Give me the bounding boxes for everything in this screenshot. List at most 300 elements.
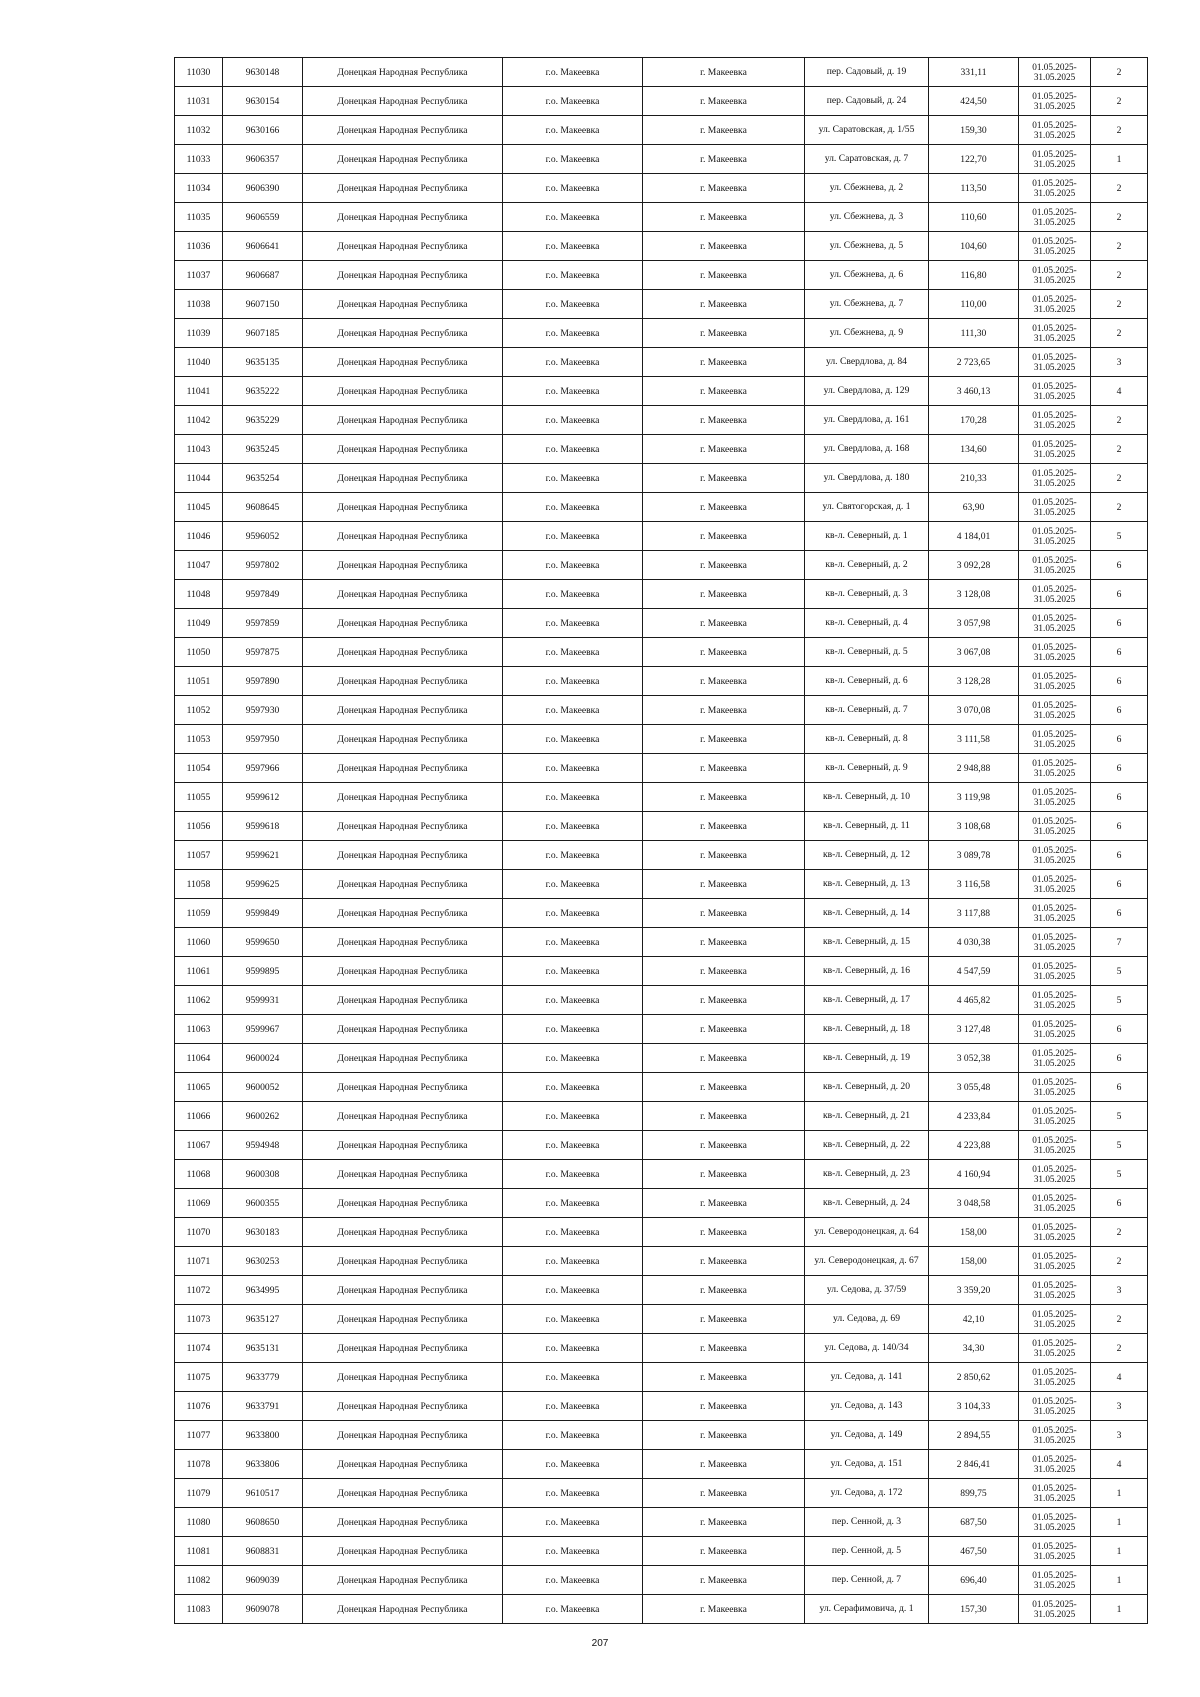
table-row — [175, 667, 1148, 696]
area-cell: 122,70 — [929, 145, 1019, 174]
table-row — [175, 957, 1148, 986]
district-cell: г.о. Макеевка — [503, 1595, 643, 1624]
period-cell: 01.05.2025-31.05.2025 — [1019, 1479, 1091, 1508]
city-cell: г. Макеевка — [643, 841, 805, 870]
region-cell: Донецкая Народная Республика — [303, 1189, 503, 1218]
table-row — [175, 1421, 1148, 1450]
region-cell: Донецкая Народная Республика — [303, 696, 503, 725]
region-cell: Донецкая Народная Республика — [303, 493, 503, 522]
city-cell: г. Макеевка — [643, 435, 805, 464]
city-cell: г. Макеевка — [643, 1537, 805, 1566]
district-cell: г.о. Макеевка — [503, 1508, 643, 1537]
area-cell: 3 127,48 — [929, 1015, 1019, 1044]
row-number-cell: 11058 — [175, 870, 223, 899]
district-cell: г.о. Макеевка — [503, 899, 643, 928]
address-cell: кв-л. Северный, д. 16 — [805, 957, 929, 986]
district-cell: г.о. Макеевка — [503, 1247, 643, 1276]
address-cell: ул. Свердлова, д. 84 — [805, 348, 929, 377]
address-cell: ул. Серафимовича, д. 1 — [805, 1595, 929, 1624]
area-cell: 4 030,38 — [929, 928, 1019, 957]
table-row — [175, 232, 1148, 261]
row-number-cell: 11071 — [175, 1247, 223, 1276]
count-cell: 2 — [1091, 1305, 1148, 1334]
table-row — [175, 841, 1148, 870]
district-cell: г.о. Макеевка — [503, 232, 643, 261]
count-cell: 2 — [1091, 116, 1148, 145]
table-row — [175, 1015, 1148, 1044]
address-cell: ул. Свердлова, д. 129 — [805, 377, 929, 406]
address-cell: кв-л. Северный, д. 23 — [805, 1160, 929, 1189]
region-cell: Донецкая Народная Республика — [303, 638, 503, 667]
house-id-cell: 9597849 — [223, 580, 303, 609]
district-cell: г.о. Макеевка — [503, 58, 643, 87]
district-cell: г.о. Макеевка — [503, 928, 643, 957]
period-cell: 01.05.2025-31.05.2025 — [1019, 1102, 1091, 1131]
count-cell: 3 — [1091, 348, 1148, 377]
period-cell: 01.05.2025-31.05.2025 — [1019, 435, 1091, 464]
district-cell: г.о. Макеевка — [503, 1218, 643, 1247]
city-cell: г. Макеевка — [643, 1073, 805, 1102]
table-row — [175, 696, 1148, 725]
region-cell: Донецкая Народная Республика — [303, 783, 503, 812]
region-cell: Донецкая Народная Республика — [303, 435, 503, 464]
count-cell: 6 — [1091, 1044, 1148, 1073]
city-cell: г. Макеевка — [643, 232, 805, 261]
district-cell: г.о. Макеевка — [503, 1537, 643, 1566]
city-cell: г. Макеевка — [643, 928, 805, 957]
period-cell: 01.05.2025-31.05.2025 — [1019, 899, 1091, 928]
table-row — [175, 1131, 1148, 1160]
table-row — [175, 1073, 1148, 1102]
row-number-cell: 11040 — [175, 348, 223, 377]
area-cell: 110,00 — [929, 290, 1019, 319]
table-row — [175, 261, 1148, 290]
area-cell: 3 070,08 — [929, 696, 1019, 725]
address-cell: пер. Сенной, д. 5 — [805, 1537, 929, 1566]
row-number-cell: 11033 — [175, 145, 223, 174]
house-id-cell: 9608650 — [223, 1508, 303, 1537]
count-cell: 2 — [1091, 290, 1148, 319]
area-cell: 3 048,58 — [929, 1189, 1019, 1218]
area-cell: 113,50 — [929, 174, 1019, 203]
city-cell: г. Макеевка — [643, 1015, 805, 1044]
house-id-cell: 9630154 — [223, 87, 303, 116]
house-id-cell: 9600355 — [223, 1189, 303, 1218]
count-cell: 2 — [1091, 406, 1148, 435]
region-cell: Донецкая Народная Республика — [303, 203, 503, 232]
area-cell: 170,28 — [929, 406, 1019, 435]
district-cell: г.о. Макеевка — [503, 870, 643, 899]
period-cell: 01.05.2025-31.05.2025 — [1019, 1073, 1091, 1102]
region-cell: Донецкая Народная Республика — [303, 551, 503, 580]
row-number-cell: 11055 — [175, 783, 223, 812]
table-row — [175, 435, 1148, 464]
count-cell: 5 — [1091, 1131, 1148, 1160]
city-cell: г. Макеевка — [643, 812, 805, 841]
count-cell: 2 — [1091, 87, 1148, 116]
region-cell: Донецкая Народная Республика — [303, 725, 503, 754]
table-row — [175, 1450, 1148, 1479]
house-id-cell: 9597950 — [223, 725, 303, 754]
table-row — [175, 1334, 1148, 1363]
period-cell: 01.05.2025-31.05.2025 — [1019, 1015, 1091, 1044]
table-row — [175, 464, 1148, 493]
area-cell: 2 850,62 — [929, 1363, 1019, 1392]
address-cell: кв-л. Северный, д. 3 — [805, 580, 929, 609]
period-cell: 01.05.2025-31.05.2025 — [1019, 1595, 1091, 1624]
row-number-cell: 11075 — [175, 1363, 223, 1392]
city-cell: г. Макеевка — [643, 1044, 805, 1073]
row-number-cell: 11066 — [175, 1102, 223, 1131]
area-cell: 3 460,13 — [929, 377, 1019, 406]
house-id-cell: 9606687 — [223, 261, 303, 290]
house-id-cell: 9600024 — [223, 1044, 303, 1073]
count-cell: 4 — [1091, 377, 1148, 406]
address-cell: кв-л. Северный, д. 17 — [805, 986, 929, 1015]
district-cell: г.о. Макеевка — [503, 1421, 643, 1450]
table-row — [175, 870, 1148, 899]
address-cell: кв-л. Северный, д. 13 — [805, 870, 929, 899]
city-cell: г. Макеевка — [643, 377, 805, 406]
city-cell: г. Макеевка — [643, 580, 805, 609]
area-cell: 3 089,78 — [929, 841, 1019, 870]
row-number-cell: 11045 — [175, 493, 223, 522]
region-cell: Донецкая Народная Республика — [303, 1508, 503, 1537]
count-cell: 3 — [1091, 1276, 1148, 1305]
region-cell: Донецкая Народная Республика — [303, 522, 503, 551]
address-cell: ул. Северодонецкая, д. 67 — [805, 1247, 929, 1276]
count-cell: 1 — [1091, 1479, 1148, 1508]
house-id-cell: 9599849 — [223, 899, 303, 928]
count-cell: 2 — [1091, 464, 1148, 493]
count-cell: 1 — [1091, 1595, 1148, 1624]
region-cell: Донецкая Народная Республика — [303, 1305, 503, 1334]
district-cell: г.о. Макеевка — [503, 493, 643, 522]
address-cell: ул. Свердлова, д. 161 — [805, 406, 929, 435]
area-cell: 899,75 — [929, 1479, 1019, 1508]
district-cell: г.о. Макеевка — [503, 464, 643, 493]
address-cell: ул. Саратовская, д. 1/55 — [805, 116, 929, 145]
count-cell: 6 — [1091, 754, 1148, 783]
address-cell: кв-л. Северный, д. 20 — [805, 1073, 929, 1102]
area-cell: 159,30 — [929, 116, 1019, 145]
address-cell: ул. Свердлова, д. 180 — [805, 464, 929, 493]
region-cell: Донецкая Народная Республика — [303, 1334, 503, 1363]
period-cell: 01.05.2025-31.05.2025 — [1019, 870, 1091, 899]
address-cell: кв-л. Северный, д. 7 — [805, 696, 929, 725]
district-cell: г.о. Макеевка — [503, 1102, 643, 1131]
district-cell: г.о. Макеевка — [503, 1479, 643, 1508]
address-cell: кв-л. Северный, д. 15 — [805, 928, 929, 957]
district-cell: г.о. Макеевка — [503, 1160, 643, 1189]
count-cell: 5 — [1091, 957, 1148, 986]
row-number-cell: 11083 — [175, 1595, 223, 1624]
table-row — [175, 377, 1148, 406]
period-cell: 01.05.2025-31.05.2025 — [1019, 1189, 1091, 1218]
address-cell: кв-л. Северный, д. 2 — [805, 551, 929, 580]
table-row — [175, 116, 1148, 145]
address-cell: ул. Седова, д. 151 — [805, 1450, 929, 1479]
region-cell: Донецкая Народная Республика — [303, 261, 503, 290]
city-cell: г. Макеевка — [643, 754, 805, 783]
city-cell: г. Макеевка — [643, 1189, 805, 1218]
city-cell: г. Макеевка — [643, 522, 805, 551]
row-number-cell: 11060 — [175, 928, 223, 957]
region-cell: Донецкая Народная Республика — [303, 1363, 503, 1392]
registry-table-container — [174, 57, 1147, 1624]
house-id-cell: 9600052 — [223, 1073, 303, 1102]
count-cell: 1 — [1091, 1537, 1148, 1566]
city-cell: г. Макеевка — [643, 551, 805, 580]
table-row — [175, 58, 1148, 87]
district-cell: г.о. Макеевка — [503, 1015, 643, 1044]
city-cell: г. Макеевка — [643, 493, 805, 522]
area-cell: 3 128,08 — [929, 580, 1019, 609]
table-row — [175, 1102, 1148, 1131]
house-id-cell: 9607185 — [223, 319, 303, 348]
district-cell: г.о. Макеевка — [503, 1392, 643, 1421]
row-number-cell: 11032 — [175, 116, 223, 145]
count-cell: 6 — [1091, 812, 1148, 841]
address-cell: кв-л. Северный, д. 1 — [805, 522, 929, 551]
region-cell: Донецкая Народная Республика — [303, 957, 503, 986]
address-cell: ул. Сбежнева, д. 3 — [805, 203, 929, 232]
count-cell: 2 — [1091, 58, 1148, 87]
city-cell: г. Макеевка — [643, 406, 805, 435]
region-cell: Донецкая Народная Республика — [303, 928, 503, 957]
region-cell: Донецкая Народная Республика — [303, 232, 503, 261]
table-row — [175, 928, 1148, 957]
region-cell: Донецкая Народная Республика — [303, 145, 503, 174]
house-id-cell: 9634995 — [223, 1276, 303, 1305]
area-cell: 3 128,28 — [929, 667, 1019, 696]
region-cell: Донецкая Народная Республика — [303, 812, 503, 841]
city-cell: г. Макеевка — [643, 1218, 805, 1247]
area-cell: 3 057,98 — [929, 609, 1019, 638]
region-cell: Донецкая Народная Республика — [303, 58, 503, 87]
house-id-cell: 9600262 — [223, 1102, 303, 1131]
city-cell: г. Макеевка — [643, 1479, 805, 1508]
city-cell: г. Макеевка — [643, 348, 805, 377]
period-cell: 01.05.2025-31.05.2025 — [1019, 1392, 1091, 1421]
city-cell: г. Макеевка — [643, 1160, 805, 1189]
row-number-cell: 11064 — [175, 1044, 223, 1073]
district-cell: г.о. Макеевка — [503, 116, 643, 145]
address-cell: ул. Седова, д. 140/34 — [805, 1334, 929, 1363]
row-number-cell: 11036 — [175, 232, 223, 261]
house-id-cell: 9599612 — [223, 783, 303, 812]
region-cell: Донецкая Народная Республика — [303, 290, 503, 319]
count-cell: 2 — [1091, 493, 1148, 522]
house-id-cell: 9635222 — [223, 377, 303, 406]
area-cell: 2 948,88 — [929, 754, 1019, 783]
table-row — [175, 783, 1148, 812]
area-cell: 34,30 — [929, 1334, 1019, 1363]
house-id-cell: 9599618 — [223, 812, 303, 841]
region-cell: Донецкая Народная Республика — [303, 1392, 503, 1421]
count-cell: 6 — [1091, 899, 1148, 928]
city-cell: г. Макеевка — [643, 1131, 805, 1160]
table-row — [175, 1508, 1148, 1537]
region-cell: Донецкая Народная Республика — [303, 1537, 503, 1566]
table-row — [175, 725, 1148, 754]
count-cell: 6 — [1091, 725, 1148, 754]
area-cell: 42,10 — [929, 1305, 1019, 1334]
address-cell: кв-л. Северный, д. 11 — [805, 812, 929, 841]
area-cell: 2 846,41 — [929, 1450, 1019, 1479]
address-cell: кв-л. Северный, д. 24 — [805, 1189, 929, 1218]
period-cell: 01.05.2025-31.05.2025 — [1019, 174, 1091, 203]
area-cell: 158,00 — [929, 1218, 1019, 1247]
row-number-cell: 11062 — [175, 986, 223, 1015]
district-cell: г.о. Макеевка — [503, 957, 643, 986]
house-id-cell: 9609039 — [223, 1566, 303, 1595]
row-number-cell: 11037 — [175, 261, 223, 290]
address-cell: ул. Седова, д. 69 — [805, 1305, 929, 1334]
area-cell: 4 233,84 — [929, 1102, 1019, 1131]
address-cell: ул. Свердлова, д. 168 — [805, 435, 929, 464]
count-cell: 6 — [1091, 1015, 1148, 1044]
house-id-cell: 9609078 — [223, 1595, 303, 1624]
count-cell: 3 — [1091, 1421, 1148, 1450]
region-cell: Донецкая Народная Республика — [303, 1160, 503, 1189]
city-cell: г. Макеевка — [643, 1450, 805, 1479]
city-cell: г. Макеевка — [643, 1247, 805, 1276]
district-cell: г.о. Макеевка — [503, 203, 643, 232]
row-number-cell: 11068 — [175, 1160, 223, 1189]
city-cell: г. Макеевка — [643, 667, 805, 696]
region-cell: Донецкая Народная Республика — [303, 1276, 503, 1305]
table-row — [175, 174, 1148, 203]
table-row — [175, 1044, 1148, 1073]
city-cell: г. Макеевка — [643, 116, 805, 145]
region-cell: Донецкая Народная Республика — [303, 1421, 503, 1450]
period-cell: 01.05.2025-31.05.2025 — [1019, 725, 1091, 754]
house-id-cell: 9599621 — [223, 841, 303, 870]
address-cell: кв-л. Северный, д. 6 — [805, 667, 929, 696]
registry-table — [174, 57, 1148, 1624]
house-id-cell: 9606641 — [223, 232, 303, 261]
count-cell: 2 — [1091, 319, 1148, 348]
house-id-cell: 9635254 — [223, 464, 303, 493]
row-number-cell: 11047 — [175, 551, 223, 580]
count-cell: 6 — [1091, 783, 1148, 812]
house-id-cell: 9635127 — [223, 1305, 303, 1334]
address-cell: кв-л. Северный, д. 8 — [805, 725, 929, 754]
period-cell: 01.05.2025-31.05.2025 — [1019, 1363, 1091, 1392]
area-cell: 4 184,01 — [929, 522, 1019, 551]
region-cell: Донецкая Народная Республика — [303, 870, 503, 899]
district-cell: г.о. Макеевка — [503, 580, 643, 609]
period-cell: 01.05.2025-31.05.2025 — [1019, 783, 1091, 812]
address-cell: кв-л. Северный, д. 12 — [805, 841, 929, 870]
house-id-cell: 9633779 — [223, 1363, 303, 1392]
table-row — [175, 580, 1148, 609]
row-number-cell: 11063 — [175, 1015, 223, 1044]
count-cell: 6 — [1091, 696, 1148, 725]
row-number-cell: 11052 — [175, 696, 223, 725]
table-row — [175, 203, 1148, 232]
region-cell: Донецкая Народная Республика — [303, 87, 503, 116]
area-cell: 157,30 — [929, 1595, 1019, 1624]
district-cell: г.о. Макеевка — [503, 1131, 643, 1160]
row-number-cell: 11065 — [175, 1073, 223, 1102]
period-cell: 01.05.2025-31.05.2025 — [1019, 290, 1091, 319]
row-number-cell: 11053 — [175, 725, 223, 754]
table-row — [175, 145, 1148, 174]
address-cell: пер. Садовый, д. 19 — [805, 58, 929, 87]
period-cell: 01.05.2025-31.05.2025 — [1019, 203, 1091, 232]
house-id-cell: 9596052 — [223, 522, 303, 551]
city-cell: г. Макеевка — [643, 145, 805, 174]
period-cell: 01.05.2025-31.05.2025 — [1019, 696, 1091, 725]
row-number-cell: 11049 — [175, 609, 223, 638]
district-cell: г.о. Макеевка — [503, 1305, 643, 1334]
table-row — [175, 899, 1148, 928]
house-id-cell: 9610517 — [223, 1479, 303, 1508]
area-cell: 3 119,98 — [929, 783, 1019, 812]
area-cell: 696,40 — [929, 1566, 1019, 1595]
address-cell: кв-л. Северный, д. 18 — [805, 1015, 929, 1044]
count-cell: 2 — [1091, 1218, 1148, 1247]
house-id-cell: 9630253 — [223, 1247, 303, 1276]
district-cell: г.о. Макеевка — [503, 841, 643, 870]
row-number-cell: 11059 — [175, 899, 223, 928]
address-cell: ул. Седова, д. 143 — [805, 1392, 929, 1421]
district-cell: г.о. Макеевка — [503, 638, 643, 667]
count-cell: 6 — [1091, 870, 1148, 899]
district-cell: г.о. Макеевка — [503, 609, 643, 638]
period-cell: 01.05.2025-31.05.2025 — [1019, 1247, 1091, 1276]
count-cell: 1 — [1091, 1508, 1148, 1537]
city-cell: г. Макеевка — [643, 1566, 805, 1595]
count-cell: 2 — [1091, 1334, 1148, 1363]
district-cell: г.о. Макеевка — [503, 783, 643, 812]
region-cell: Донецкая Народная Республика — [303, 1218, 503, 1247]
period-cell: 01.05.2025-31.05.2025 — [1019, 1131, 1091, 1160]
period-cell: 01.05.2025-31.05.2025 — [1019, 493, 1091, 522]
period-cell: 01.05.2025-31.05.2025 — [1019, 986, 1091, 1015]
period-cell: 01.05.2025-31.05.2025 — [1019, 812, 1091, 841]
city-cell: г. Макеевка — [643, 1305, 805, 1334]
period-cell: 01.05.2025-31.05.2025 — [1019, 928, 1091, 957]
region-cell: Донецкая Народная Республика — [303, 319, 503, 348]
city-cell: г. Макеевка — [643, 1276, 805, 1305]
period-cell: 01.05.2025-31.05.2025 — [1019, 609, 1091, 638]
area-cell: 3 111,58 — [929, 725, 1019, 754]
table-row — [175, 1566, 1148, 1595]
city-cell: г. Макеевка — [643, 174, 805, 203]
period-cell: 01.05.2025-31.05.2025 — [1019, 1044, 1091, 1073]
table-row — [175, 1247, 1148, 1276]
city-cell: г. Макеевка — [643, 1595, 805, 1624]
page-number: 207 — [591, 1638, 609, 1649]
address-cell: кв-л. Северный, д. 9 — [805, 754, 929, 783]
district-cell: г.о. Макеевка — [503, 986, 643, 1015]
district-cell: г.о. Макеевка — [503, 812, 643, 841]
count-cell: 6 — [1091, 667, 1148, 696]
address-cell: ул. Седова, д. 37/59 — [805, 1276, 929, 1305]
row-number-cell: 11031 — [175, 87, 223, 116]
row-number-cell: 11054 — [175, 754, 223, 783]
house-id-cell: 9597802 — [223, 551, 303, 580]
address-cell: ул. Северодонецкая, д. 64 — [805, 1218, 929, 1247]
city-cell: г. Макеевка — [643, 957, 805, 986]
period-cell: 01.05.2025-31.05.2025 — [1019, 841, 1091, 870]
period-cell: 01.05.2025-31.05.2025 — [1019, 232, 1091, 261]
count-cell: 2 — [1091, 174, 1148, 203]
count-cell: 6 — [1091, 580, 1148, 609]
